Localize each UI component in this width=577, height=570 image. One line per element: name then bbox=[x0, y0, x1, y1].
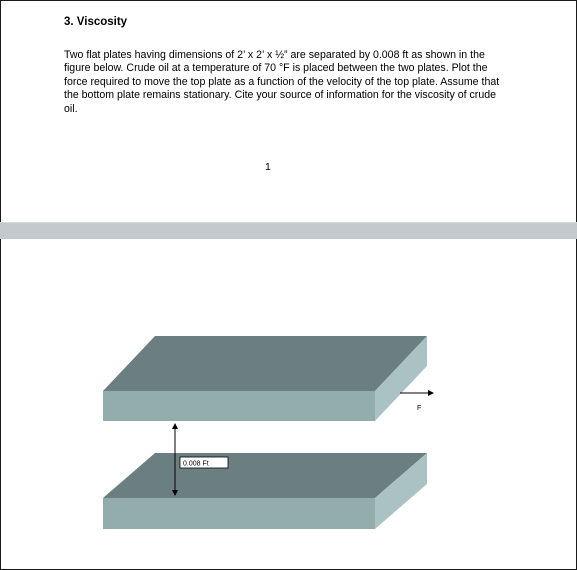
gap-label: 0.008 Ft bbox=[183, 460, 209, 468]
problem-heading: 3. Viscosity bbox=[64, 16, 128, 28]
top-plate-front-face bbox=[103, 391, 375, 421]
force-label: F bbox=[417, 405, 422, 412]
bottom-plate bbox=[103, 453, 427, 529]
page-number: 1 bbox=[265, 161, 271, 173]
top-plate-top-face bbox=[103, 336, 427, 391]
bottom-plate-front-face bbox=[103, 498, 375, 529]
top-plate bbox=[103, 336, 427, 421]
problem-statement: Two flat plates having dimensions of 2’ x 2’ x ½” are separated by 0.008 ft as shown in the figure below. Crude oil at a temperature of 70 °F is placed between the two plates. Plot the force required to move the top plate as a function of the velocity of the top plate. Assume that the bottom plate remains stationary. Cite your source of information for the viscosity of crude oil. bbox=[64, 49, 500, 115]
bottom-plate-top-face bbox=[103, 453, 427, 498]
